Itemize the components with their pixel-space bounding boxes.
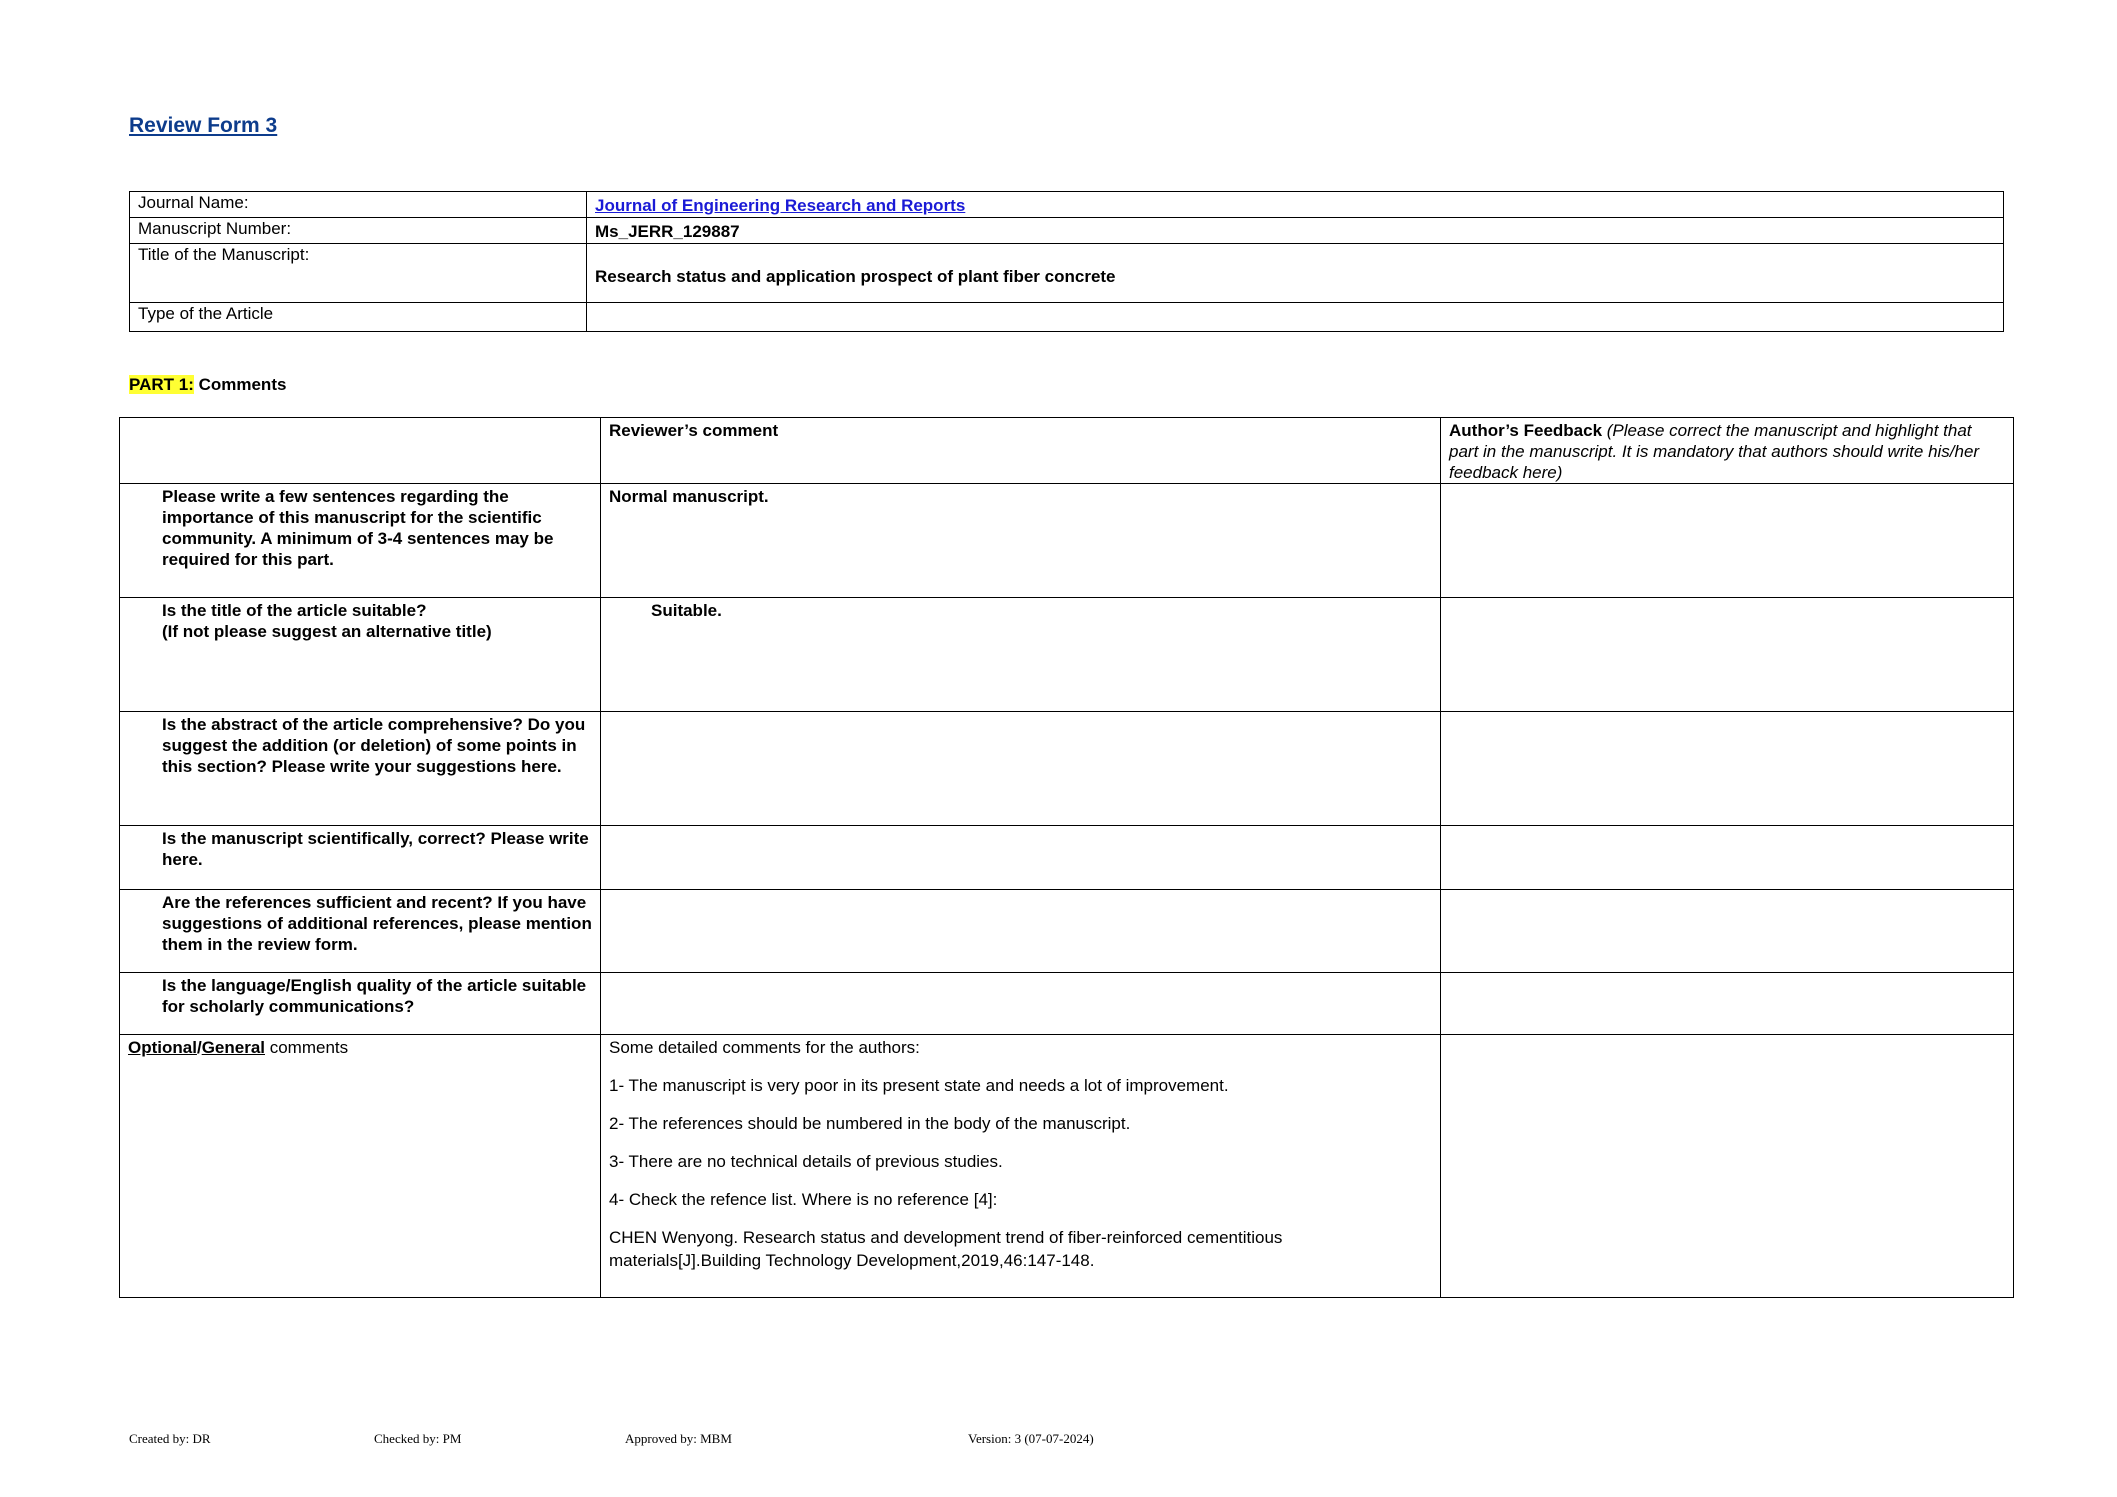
question-cell: Are the references sufficient and recent? If you have suggestions of additional references, please mention them in the review form. (120, 890, 601, 973)
manuscript-title-label: Title of the Manuscript: (130, 244, 587, 303)
table-row (120, 973, 2014, 1035)
footer-approved-by: Approved by: MBM (625, 1431, 732, 1446)
reviewer-answer-cell[interactable] (601, 826, 1441, 890)
reviewer-answer-cell[interactable] (601, 973, 1441, 1035)
reviewer-comment-header: Reviewer’s comment (601, 418, 1441, 484)
table-row (120, 484, 2014, 598)
journal-name-label: Journal Name: (130, 192, 587, 218)
author-feedback-cell[interactable] (1441, 973, 2014, 1035)
optional-comment-line: CHEN Wenyong. Research status and development trend of fiber-reinforced cementitious materials[J].Building Technology Development,2019,46:147-148. (609, 1228, 1283, 1270)
optional-comment-line: 2- The references should be numbered in the body of the manuscript. (609, 1114, 1131, 1133)
article-type-label: Type of the Article (130, 303, 587, 332)
author-feedback-cell[interactable] (1441, 484, 2014, 598)
optional-comment-line: 3- There are no technical details of previous studies. (609, 1152, 1003, 1171)
optional-comments-cell[interactable] (601, 1035, 1441, 1298)
question-cell: Please write a few sentences regarding the importance of this manuscript for the scientific community. A minimum of 3-4 sentences may be required for this part. (120, 484, 601, 598)
author-feedback-title: Author’s Feedback (1449, 421, 1603, 440)
question-cell: Is the manuscript scientifically, correct? Please write here. (120, 826, 601, 890)
table-row (120, 890, 2014, 973)
reviewer-answer-cell[interactable]: Normal manuscript. (601, 484, 1441, 598)
question-cell: Is the abstract of the article comprehensive? Do you suggest the addition (or deletion) of some points in this section? Please write your suggestions here. (120, 712, 601, 826)
part1-title: Comments (193, 375, 287, 394)
footer-checked-by: Checked by: PM (374, 1431, 462, 1446)
optional-comments-label (120, 1035, 601, 1298)
header-empty-cell (120, 418, 601, 484)
author-feedback-instructions: (Please correct the manuscript and highlight that part in the manuscript. It is mandatory that authors should write his/her feedback here) (1449, 421, 1980, 482)
optional-comment-line: Some detailed comments for the authors: (609, 1038, 920, 1057)
comments-word: comments (265, 1038, 349, 1057)
general-word: General (201, 1038, 265, 1057)
footer-version: Version: 3 (07-07-2024) (968, 1431, 1094, 1446)
optional-comment-line: 1- The manuscript is very poor in its present state and needs a lot of improvement. (609, 1076, 1229, 1095)
manuscript-number-label: Manuscript Number: (130, 218, 587, 244)
article-type-value (587, 303, 2004, 332)
author-feedback-cell[interactable] (1441, 890, 2014, 973)
author-feedback-header (1441, 418, 2014, 484)
reviewer-answer-cell[interactable] (601, 712, 1441, 826)
table-row (120, 826, 2014, 890)
optional-word: Optional (128, 1038, 197, 1057)
part1-heading (129, 375, 286, 395)
author-feedback-cell[interactable] (1441, 598, 2014, 712)
author-feedback-cell[interactable] (1441, 1035, 2014, 1298)
table-row (120, 1035, 2014, 1298)
journal-name-link[interactable]: Journal of Engineering Research and Reports (595, 196, 966, 215)
comments-table (119, 417, 2014, 1298)
optional-comment-line: 4- Check the refence list. Where is no reference [4]: (609, 1190, 998, 1209)
optional-separator: / (196, 1038, 202, 1057)
table-row (120, 598, 2014, 712)
author-feedback-cell[interactable] (1441, 712, 2014, 826)
author-feedback-cell[interactable] (1441, 826, 2014, 890)
part1-label: PART 1: (129, 375, 194, 394)
form-title: Review Form 3 (129, 114, 278, 137)
table-row (120, 712, 2014, 826)
question-cell: Is the language/English quality of the article suitable for scholarly communications? (120, 973, 601, 1035)
question-cell: Is the title of the article suitable? (If not please suggest an alternative title) (120, 598, 601, 712)
reviewer-answer-cell[interactable] (601, 890, 1441, 973)
manuscript-number-value: Ms_JERR_129887 (587, 218, 2004, 244)
manuscript-title-value: Research status and application prospect of plant fiber concrete (587, 244, 2004, 303)
manuscript-info-table (129, 191, 2004, 332)
reviewer-answer-cell[interactable]: Suitable. (601, 598, 1441, 712)
footer-created-by: Created by: DR (129, 1431, 211, 1446)
